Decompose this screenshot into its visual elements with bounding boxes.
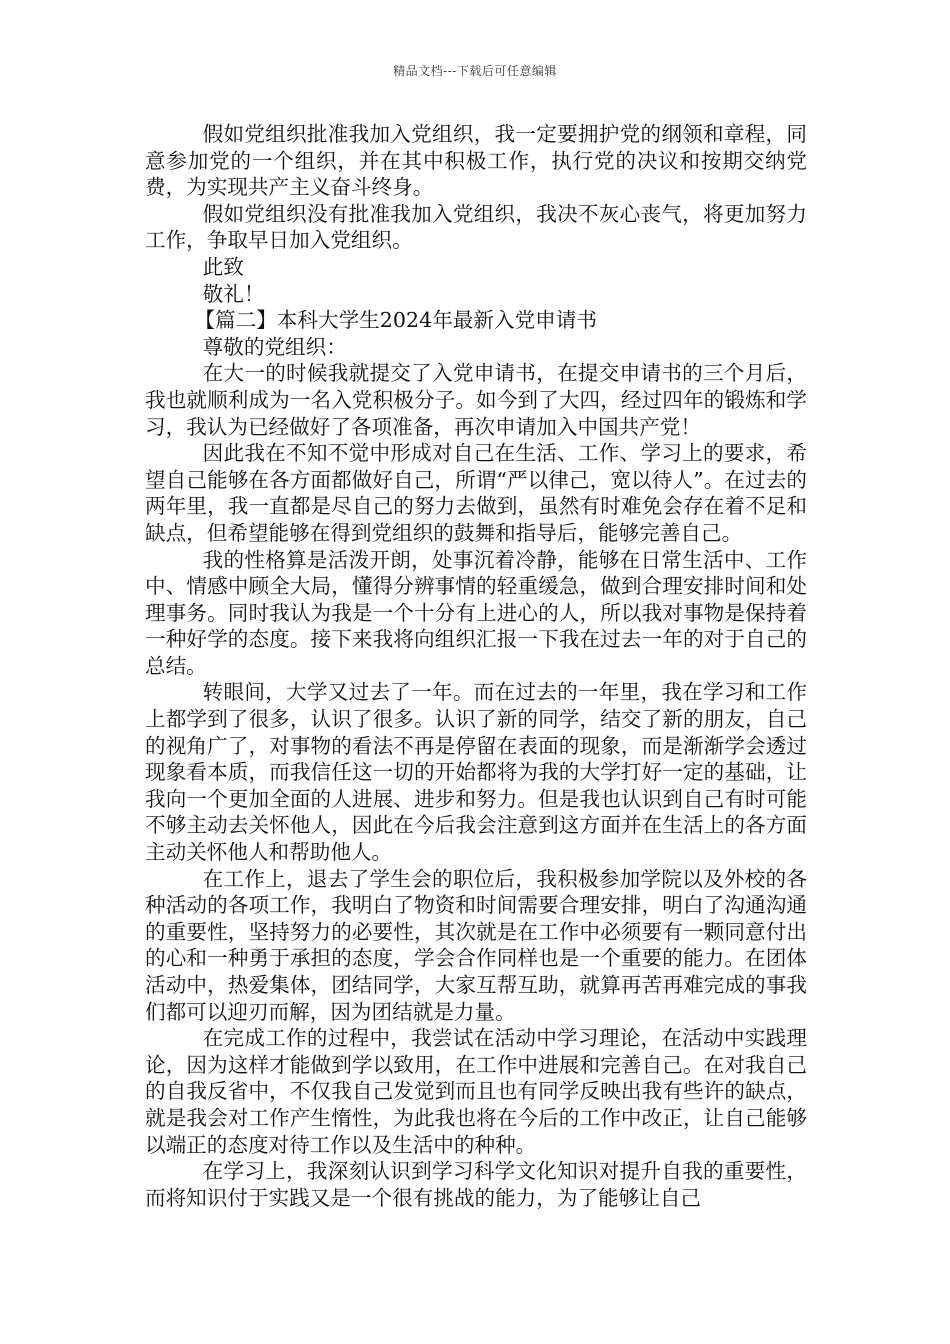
paragraph: 假如党组织批准我加入党组织，我一定要拥护党的纲领和章程，同意参加党的一个组织，并在其中积极工作，执行党的决议和按期交纳党费，为实现共产主义奋斗终身。 bbox=[145, 122, 807, 200]
paragraph: 在工作上，退去了学生会的职位后，我积极参加学院以及外校的各种活动的各项工作，我明白了物资和时间需要合理安排，明白了沟通沟通的重要性，坚持努力的必要性，其次就是在工作中必须要有一颗同意付出的心和一种勇于承担的态度，学会合作同样也是一个重要的能力。在团体活动中，热爱集体，团结同学，大家互帮互助，就算再苦再难完成的事我们都可以迎刃而解，因为团结就是力量。 bbox=[145, 866, 807, 1024]
paragraph: 我的性格算是活泼开朗，处事沉着冷静，能够在日常生活中、工作中、情感中顾全大局，懂得分辨事情的轻重缓急，做到合理安排时间和处理事务。同时我认为我是一个十分有上进心的人，所以我对事物是保持着一种好学的态度。接下来我将向组织汇报一下我在过去一年的对于自己的总结。 bbox=[145, 547, 807, 678]
closing-phrase: 此致 bbox=[202, 254, 244, 279]
paragraph: 在大一的时候我就提交了入党申请书，在提交申请书的三个月后，我也就顺利成为一名入党积极分子。如今到了大四，经过四年的锻炼和学习，我认为已经做好了各项准备，再次申请加入中国共产党！ bbox=[145, 361, 807, 439]
paragraph: 假如党组织没有批准我加入党组织，我决不灰心丧气，将更加努力工作，争取早日加入党组织。 bbox=[145, 201, 807, 253]
paragraph: 因此我在不知不觉中形成对自己在生活、工作、学习上的要求，希望自己能够在各方面都做好自己，所谓“严以律己，宽以待人”。在过去的两年里，我一直都是尽自己的努力去做到，虽然有时难免会存在着不足和缺点，但希望能够在得到党组织的鼓舞和指导后，能够完善自己。 bbox=[145, 441, 807, 545]
paragraph: 在学习上，我深刻认识到学习科学文化知识对提升自我的重要性，而将知识付于实践又是一个很有挑战的能力，为了能够让自己 bbox=[145, 1159, 807, 1210]
page-header: 精品文档---下载后可任意编辑 bbox=[393, 64, 557, 78]
document-body bbox=[145, 121, 807, 1211]
section-title: 【篇二】本科大学生2024年最新入党申请书 bbox=[194, 308, 597, 333]
paragraph: 在完成工作的过程中，我尝试在活动中学习理论，在活动中实践理论，因为这样才能做到学以致用，在工作中进展和完善自己。在对我自己的自我反省中，不仅我自己发觉到而且也有同学反映出我有些许的缺点，就是我会对工作产生惰性，为此我也将在今后的工作中改正，让自己能够以端正的态度对待工作以及生活中的种种。 bbox=[145, 1026, 807, 1157]
greeting: 尊敬的党组织： bbox=[202, 334, 347, 359]
salutation: 敬礼！ bbox=[202, 281, 265, 306]
paragraph: 转眼间，大学又过去了一年。而在过去的一年里，我在学习和工作上都学到了很多，认识了很多。认识了新的同学，结交了新的朋友，自己的视角广了，对事物的看法不再是停留在表面的现象，而是渐渐学会透过现象看本质，而我信任这一切的开始都将为我的大学打好一定的基础，让我向一个更加全面的人进展、进步和努力。但是我也认识到自己有时可能不够主动去关怀他人，因此在今后我会注意到这方面并在生活上的各方面主动关怀他人和帮助他人。 bbox=[145, 680, 807, 865]
